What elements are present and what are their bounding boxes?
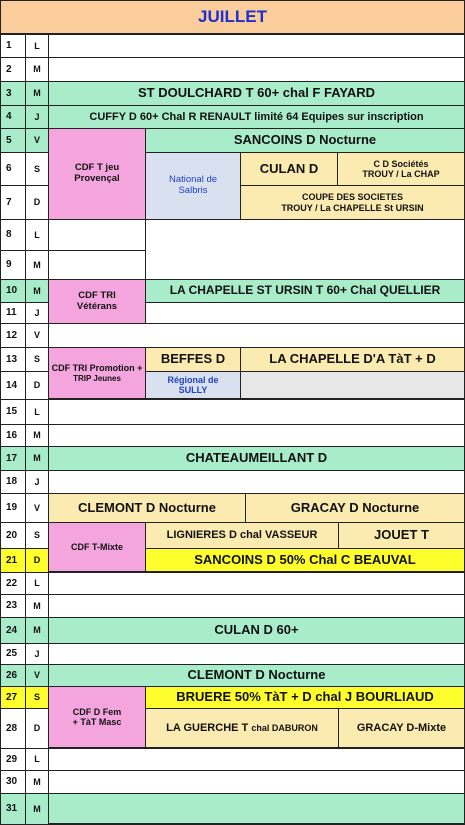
event-la-chapelle-da: LA CHAPELLE D'A TàT + D	[240, 347, 465, 372]
event-clemont-nocturne-26: CLEMONT D Nocturne	[48, 664, 465, 687]
day-of-week: V	[25, 128, 49, 153]
day-of-week: S	[25, 347, 49, 372]
event-lignieres: LIGNIERES D chal VASSEUR	[145, 522, 339, 549]
day-number: 27	[0, 686, 26, 709]
event-cell	[48, 424, 465, 447]
day-of-week: M	[25, 57, 49, 82]
day-of-week: D	[25, 371, 49, 400]
day-number: 13	[0, 347, 26, 372]
cdf-tri-promo-line1: CDF TRI Promotion +	[51, 363, 143, 374]
event-beffes: BEFFES D	[145, 347, 241, 372]
day-of-week: V	[25, 664, 49, 687]
day-number: 12	[0, 323, 26, 348]
day-number: 26	[0, 664, 26, 687]
event-cell	[48, 34, 465, 58]
event-gracay-mixte: GRACAY D-Mixte	[338, 708, 465, 748]
day-number: 29	[0, 748, 26, 771]
day-number: 15	[0, 399, 26, 425]
coupe-line2: TROUY / La CHAPELLE St URSIN	[281, 202, 424, 213]
month-title: JUILLET	[0, 0, 465, 34]
event-sancoins-nocturne: SANCOINS D Nocturne	[145, 128, 465, 153]
cd-societes-line1: C D Sociétés	[373, 158, 429, 169]
event-cell	[48, 643, 465, 665]
empty-row-31	[48, 793, 465, 824]
day-of-week: M	[25, 793, 49, 825]
day-number: 18	[0, 470, 26, 494]
day-of-week: M	[25, 594, 49, 618]
event-cell	[48, 323, 465, 348]
event-cdf-fem: CDF D Fem + TàT Masc	[48, 686, 146, 748]
day-of-week: M	[25, 250, 49, 280]
event-cell	[48, 594, 465, 618]
day-number: 11	[0, 302, 26, 324]
event-cd-societes	[337, 152, 465, 186]
day-of-week: M	[25, 279, 49, 303]
event-cdf-tri-veterans: CDF TRI Vétérans	[48, 279, 146, 324]
day-of-week: V	[25, 323, 49, 348]
day-of-week: J	[25, 643, 49, 665]
day-of-week: L	[25, 219, 49, 251]
day-number: 19	[0, 493, 26, 523]
event-culan-d: CULAN D	[240, 152, 338, 186]
event-bruere: BRUERE 50% TàT + D chal J BOURLIAUD	[145, 686, 465, 709]
day-of-week: L	[25, 399, 49, 425]
event-cuffy: CUFFY D 60+ Chal R RENAULT limité 64 Equipes sur inscription	[48, 105, 465, 129]
event-jouet: JOUET T	[338, 522, 465, 549]
guerche-chal: chal DABURON	[251, 722, 318, 733]
event-chateaumeillant: CHATEAUMEILLANT D	[48, 446, 465, 471]
day-number: 25	[0, 643, 26, 665]
day-of-week: J	[25, 302, 49, 324]
event-coupe-societes	[240, 185, 465, 220]
day-number: 28	[0, 708, 26, 749]
day-number: 24	[0, 617, 26, 644]
day-number: 8	[0, 219, 26, 251]
day-number: 31	[0, 793, 26, 825]
empty-row-14	[240, 371, 465, 399]
day-of-week: J	[25, 105, 49, 129]
day-of-week: M	[25, 770, 49, 794]
day-of-week: M	[25, 424, 49, 447]
event-la-guerche	[145, 708, 339, 748]
cdf-tri-promo-line2: TRIP Jeunes	[73, 373, 121, 383]
day-of-week: V	[25, 493, 49, 523]
day-number: 4	[0, 105, 26, 129]
event-cell	[48, 399, 465, 425]
event-clemont-nocturne-19: CLEMONT D Nocturne	[48, 493, 246, 523]
day-number: 5	[0, 128, 26, 153]
day-number: 2	[0, 57, 26, 82]
event-cdf-t-mixte: CDF T-Mixte	[48, 522, 146, 572]
event-cell	[48, 748, 465, 771]
day-of-week: M	[25, 81, 49, 106]
day-number: 10	[0, 279, 26, 303]
event-sancoins-beauval: SANCOINS D 50% Chal C BEAUVAL	[145, 548, 465, 572]
day-number: 23	[0, 594, 26, 618]
event-gracay-nocturne: GRACAY D Nocturne	[245, 493, 465, 523]
event-cell	[48, 572, 465, 595]
event-la-chapelle-st-ursin: LA CHAPELLE ST URSIN T 60+ Chal QUELLIER	[145, 279, 465, 303]
day-of-week: L	[25, 34, 49, 58]
coupe-line1: COUPE DES SOCIETES	[301, 192, 404, 203]
day-of-week: M	[25, 446, 49, 471]
day-number: 22	[0, 572, 26, 595]
guerche-main: LA GUERCHE T	[166, 721, 252, 734]
day-number: 21	[0, 548, 26, 573]
event-st-doulchard: ST DOULCHARD T 60+ chal F FAYARD	[48, 81, 465, 106]
event-culan-60: CULAN D 60+	[48, 617, 465, 644]
day-number: 30	[0, 770, 26, 794]
day-number: 3	[0, 81, 26, 106]
event-cdf-jeu-provencal: CDF T jeu Provençal	[48, 128, 146, 220]
day-of-week: D	[25, 548, 49, 573]
day-of-week: M	[25, 617, 49, 644]
day-of-week: J	[25, 470, 49, 494]
day-number: 16	[0, 424, 26, 447]
day-number: 20	[0, 522, 26, 549]
empty-row-11	[145, 302, 465, 324]
empty-block-8-9	[145, 219, 465, 280]
day-number: 9	[0, 250, 26, 280]
event-cell	[48, 57, 465, 82]
day-number: 14	[0, 371, 26, 400]
day-of-week: S	[25, 152, 49, 186]
day-of-week: L	[25, 748, 49, 771]
day-number: 6	[0, 152, 26, 186]
event-cell	[48, 770, 465, 794]
event-cell	[48, 470, 465, 494]
event-national-salbris: National de Salbris	[145, 152, 241, 220]
day-of-week: S	[25, 686, 49, 709]
day-number: 17	[0, 446, 26, 471]
event-cdf-tri-promotion	[48, 347, 146, 399]
day-of-week: D	[25, 708, 49, 749]
cd-societes-line2: TROUY / La CHAP	[362, 169, 440, 179]
day-number: 1	[0, 34, 26, 58]
day-of-week: S	[25, 522, 49, 549]
day-number: 7	[0, 185, 26, 220]
day-of-week: L	[25, 572, 49, 595]
event-regional-sully: Régional de SULLY	[145, 371, 241, 399]
day-of-week: D	[25, 185, 49, 220]
